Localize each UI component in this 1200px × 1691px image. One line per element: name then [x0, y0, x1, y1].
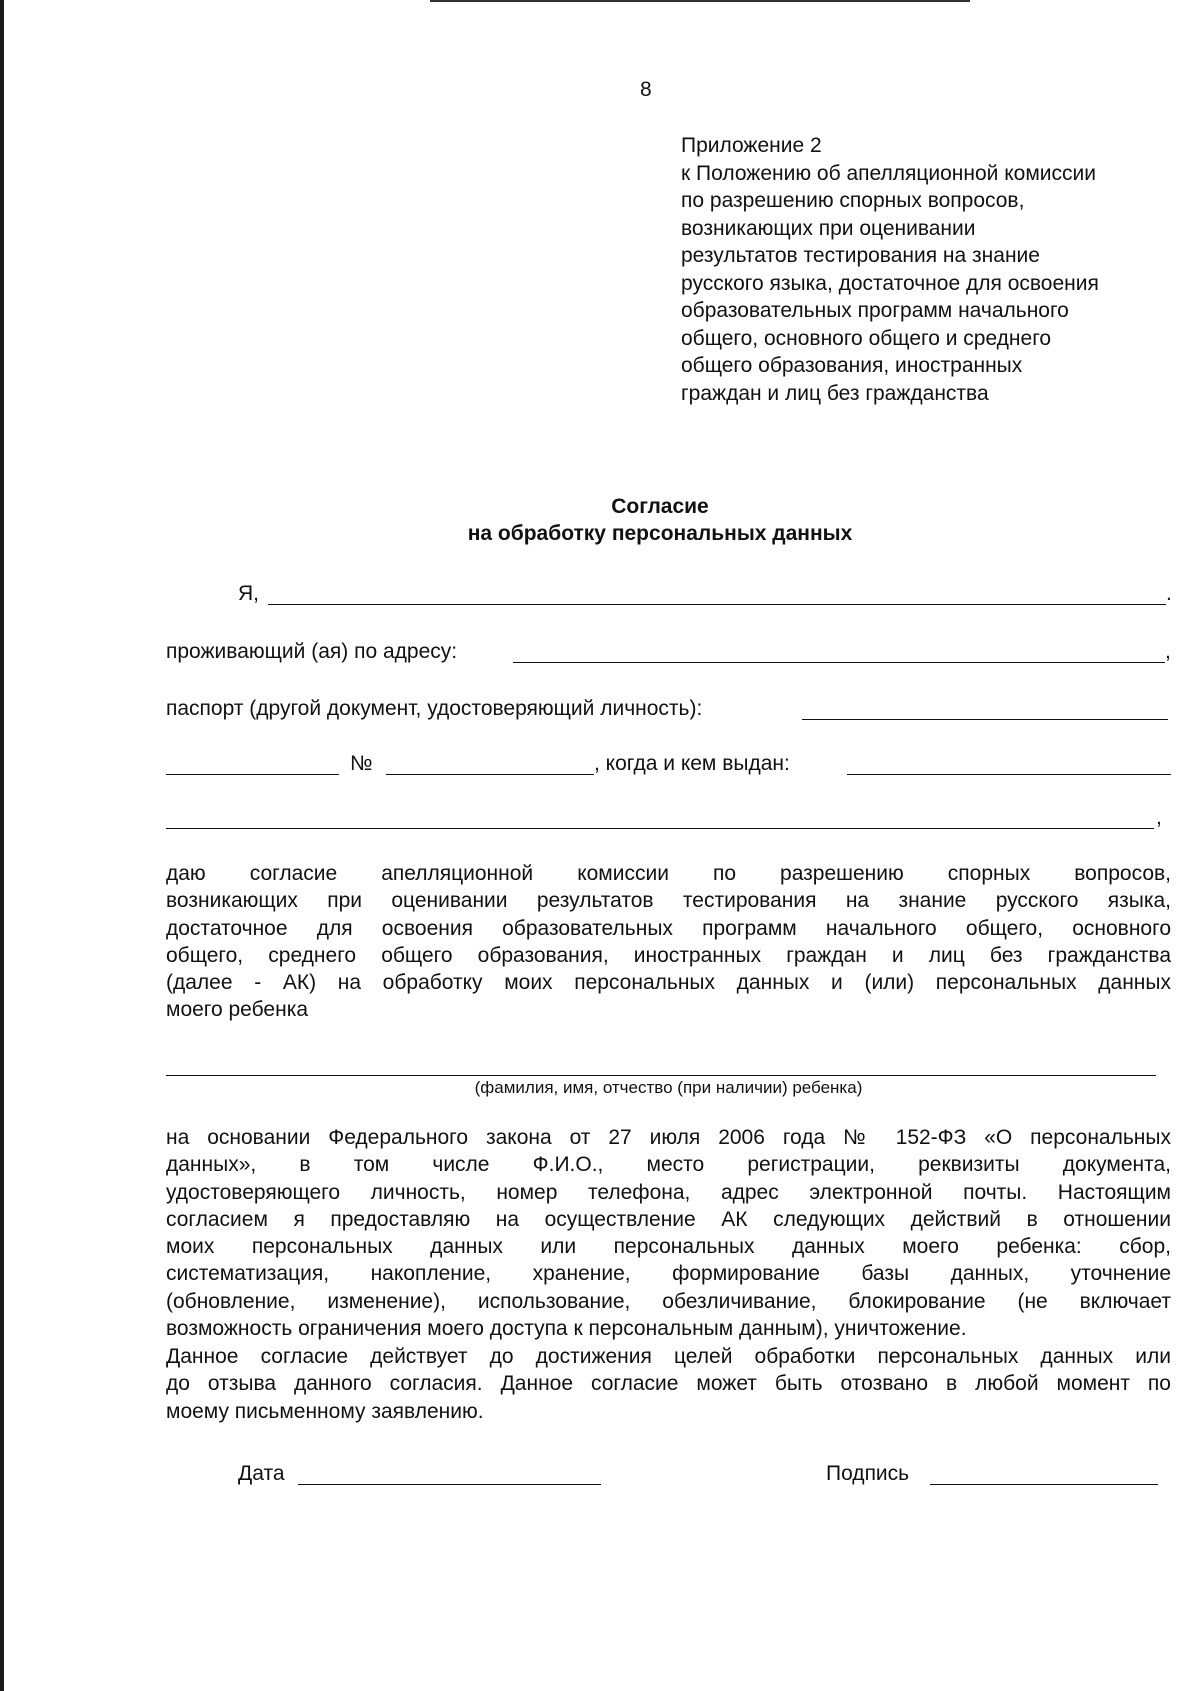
document-title	[0, 493, 1200, 547]
top-rule	[430, 0, 970, 2]
full-name-blank[interactable]	[268, 604, 1166, 605]
appendix-line: русского языка, достаточное для освоения	[681, 271, 1099, 295]
para-line: моего ребенка	[166, 998, 309, 1022]
date-label: Дата	[238, 1462, 285, 1485]
passport-type-blank[interactable]	[802, 719, 1168, 720]
appendix-line: образовательных программ начального	[681, 299, 1069, 322]
para-line: систематизация, накопление, хранение, формирование базы данных, уточнение	[166, 1262, 1171, 1286]
appendix-line: общего, основного общего и среднего	[681, 326, 1052, 350]
para-line: согласием я предоставляю на осуществление АК следующих действий в отношении	[166, 1207, 1171, 1231]
para-line: возможность ограничения моего доступа к персональным данным), уничтожение.	[166, 1317, 967, 1341]
address-label: проживающий (ая) по адресу:	[166, 640, 458, 663]
para-line: моих персональных данных или персональных данных моего ребенка: сбор,	[166, 1235, 1171, 1259]
issued-continuation-blank[interactable]	[166, 828, 1154, 829]
para-line: на основании Федерального закона от 27 июля 2006 года № 152-ФЗ «О персональных	[166, 1126, 1171, 1149]
para-line: (обновление, изменение), использование, обезличивание, блокирование (не включает	[166, 1289, 1171, 1313]
child-name-caption: (фамилия, имя, отчество (при наличии) ребенка)	[474, 1078, 863, 1097]
para-line: удостоверяющего личность, номер телефона, адрес электронной почты. Настоящим	[166, 1180, 1171, 1204]
address-end: ,	[1165, 640, 1171, 663]
signature-label: Подпись	[826, 1462, 910, 1485]
para-line: достаточное для освоения образовательных программ начального общего, основного	[166, 916, 1171, 940]
appendix-line: возникающих при оценивании	[681, 216, 976, 240]
passport-label: паспорт (другой документ, удостоверяющий личность):	[166, 697, 703, 720]
para-line: данных», в том числе Ф.И.О., место регистрации, реквизиты документа,	[166, 1153, 1171, 1177]
appendix-line: по разрешению спорных вопросов,	[681, 189, 1025, 212]
signature-blank[interactable]	[930, 1484, 1158, 1485]
passport-series-blank[interactable]	[166, 774, 339, 775]
para-line: даю согласие апелляционной комиссии по разрешению спорных вопросов,	[166, 862, 1171, 885]
address-blank[interactable]	[513, 662, 1165, 663]
validity-paragraph	[166, 1343, 1171, 1425]
i-label: Я,	[238, 582, 259, 605]
date-blank[interactable]	[298, 1484, 601, 1485]
page-number: 8	[640, 78, 652, 101]
appendix-line: результатов тестирования на знание	[681, 244, 1040, 267]
title-line-1: Согласие	[611, 495, 709, 518]
law-paragraph	[166, 1124, 1171, 1342]
passport-number-blank[interactable]	[386, 774, 594, 775]
title-line-2: на обработку персональных данных	[467, 522, 853, 545]
para-line: до отзыва данного согласия. Данное согласие может быть отозвано в любой момент по	[166, 1372, 1171, 1396]
appendix-line: к Положению об апелляционной комиссии	[681, 161, 1096, 185]
i-end: .	[1166, 582, 1172, 605]
issued-label: , когда и кем выдан:	[594, 752, 790, 775]
consent-paragraph	[166, 860, 1171, 1024]
appendix-line: граждан и лиц без гражданства	[681, 381, 989, 405]
para-line: возникающих при оценивании результатов тестирования на знание русского языка,	[166, 889, 1171, 913]
para-line: общего, среднего общего образования, иностранных граждан и лиц без гражданства	[166, 943, 1171, 967]
appendix-line: Приложение 2	[681, 134, 822, 157]
child-name-blank[interactable]	[166, 1075, 1156, 1076]
issued-by-blank[interactable]	[847, 774, 1171, 775]
para-line: моему письменному заявлению.	[166, 1399, 484, 1423]
number-label: №	[350, 752, 373, 775]
continuation-end: ,	[1156, 806, 1162, 829]
para-line: (далее - АК) на обработку моих персональных данных и (или) персональных данных	[166, 971, 1171, 995]
appendix-line: общего образования, иностранных	[681, 354, 1023, 377]
scan-edge	[0, 0, 4, 1691]
appendix-header	[681, 132, 1181, 407]
para-line: Данное согласие действует до достижения целей обработки персональных данных или	[166, 1345, 1171, 1368]
